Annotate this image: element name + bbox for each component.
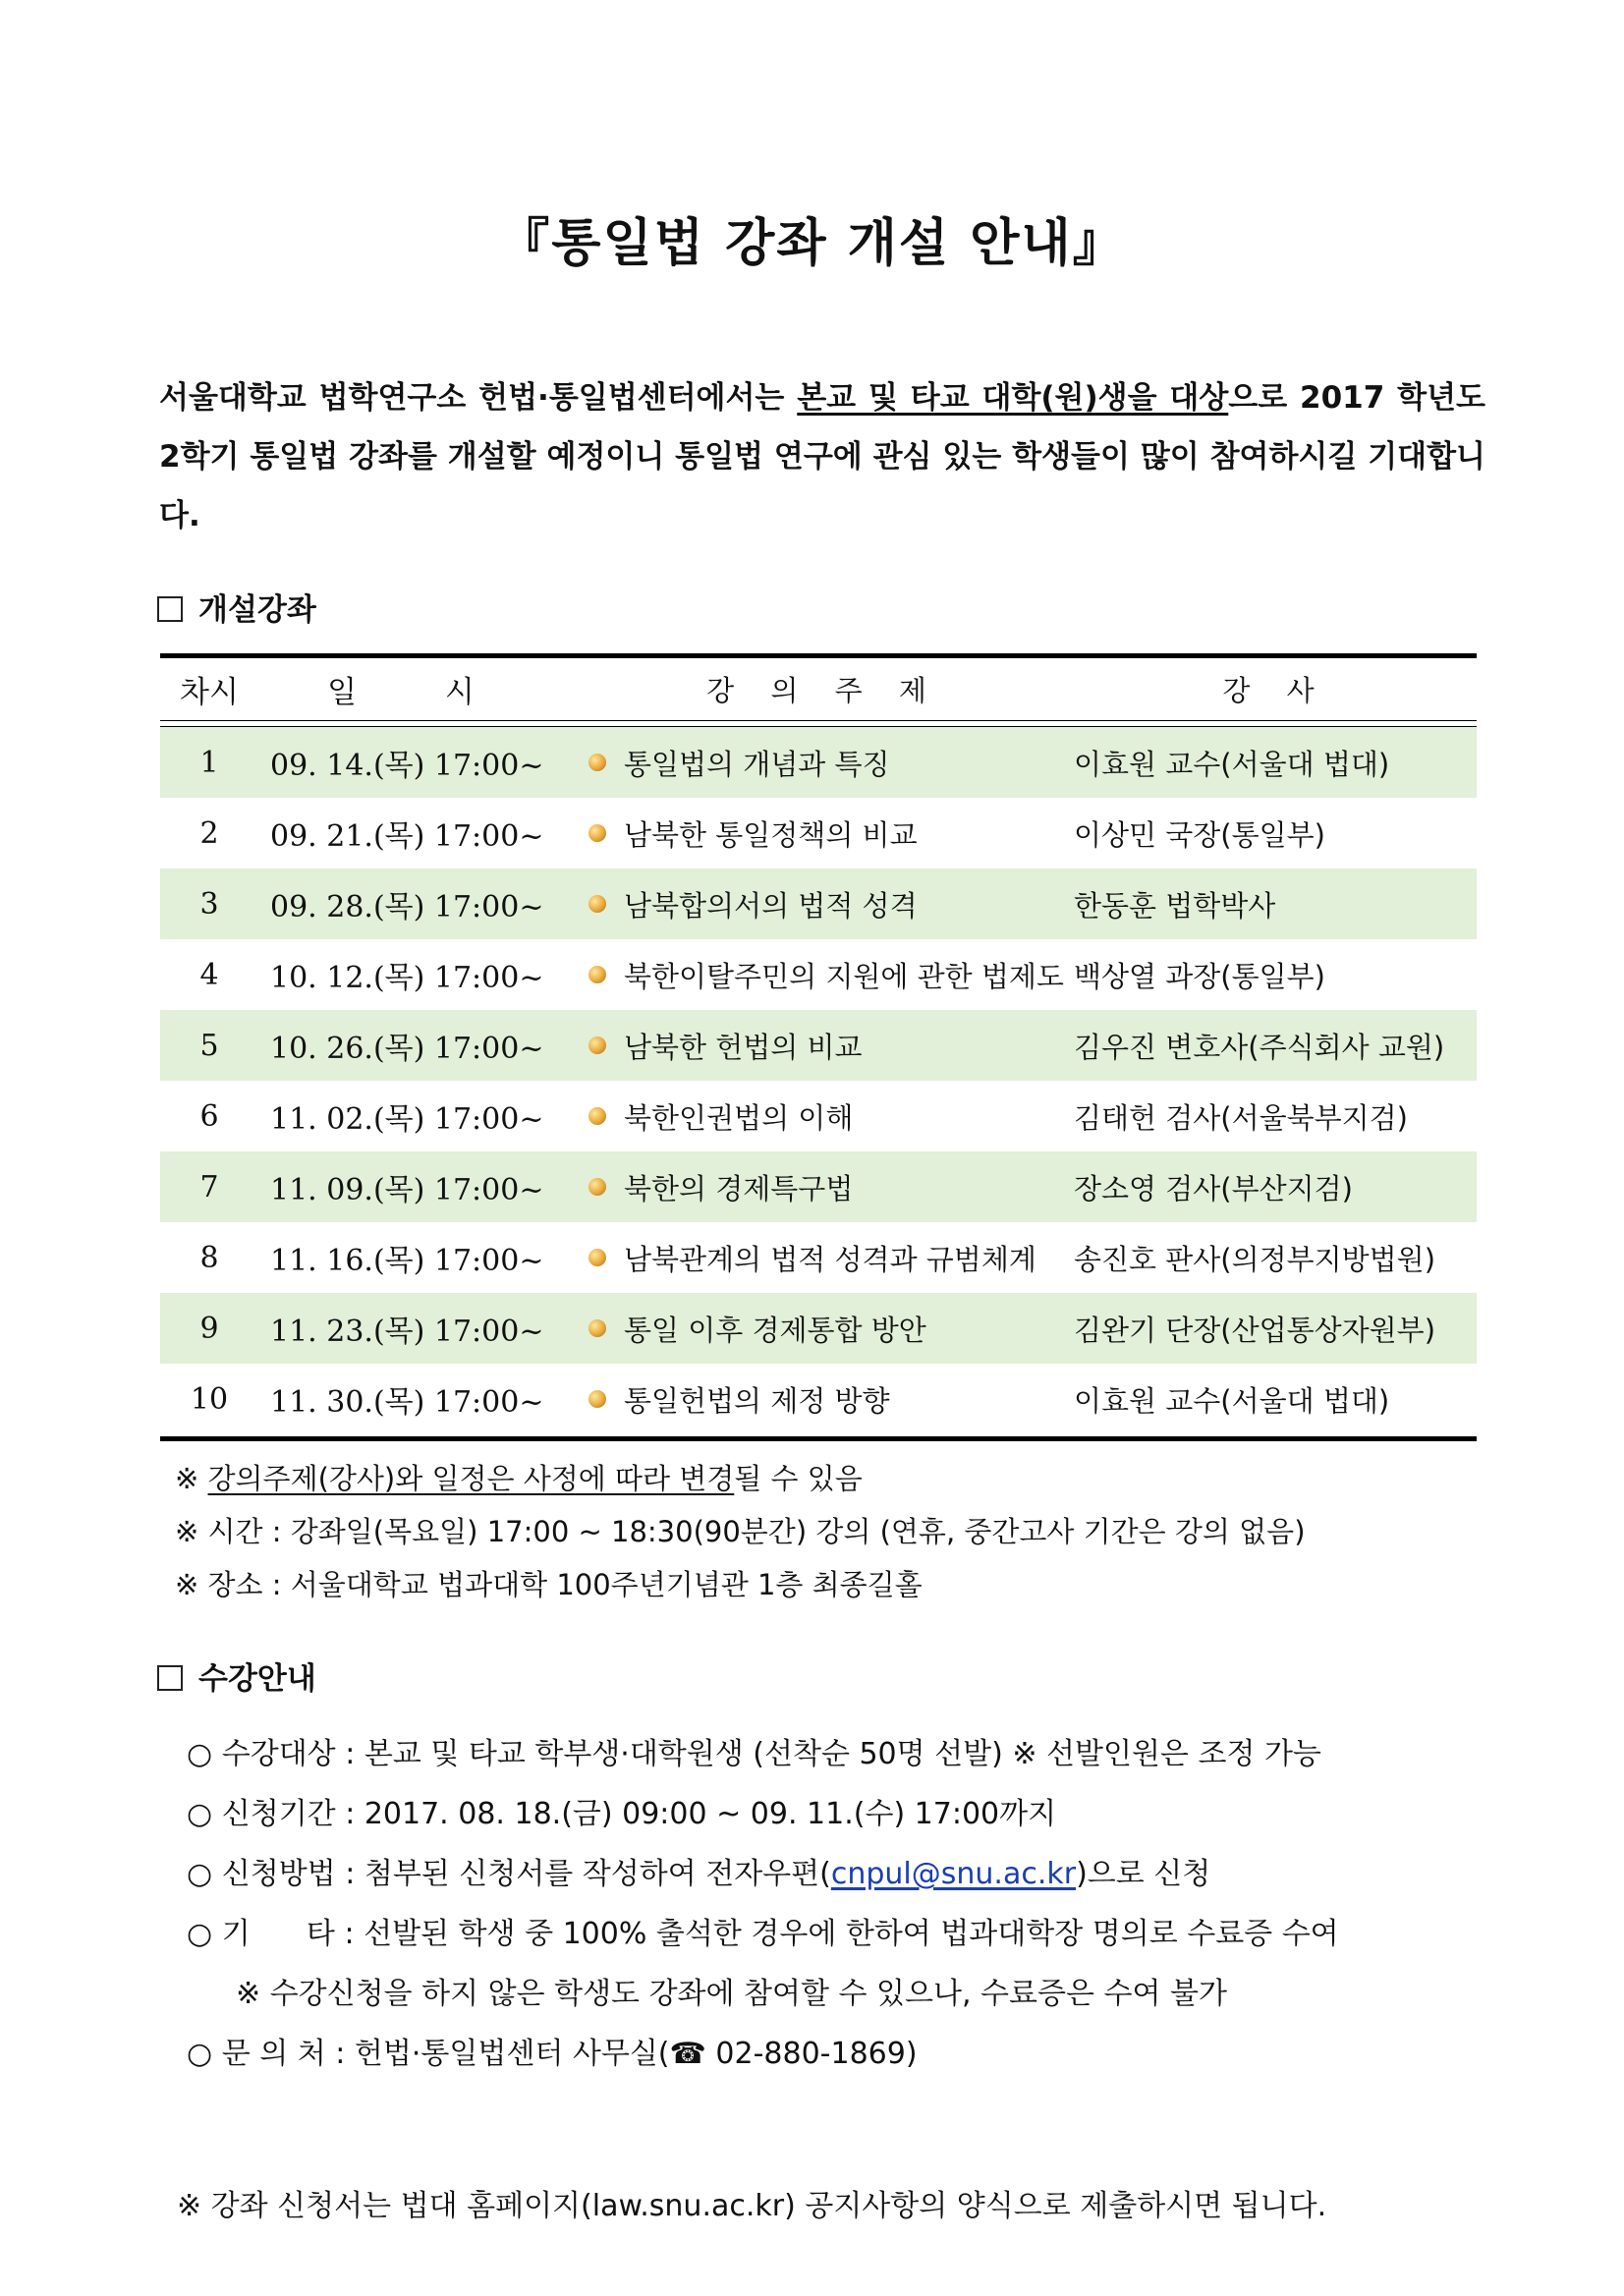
table-row <box>160 1010 1477 1081</box>
note-mark: ※ <box>175 1515 199 1548</box>
cell-topic <box>583 1026 1064 1066</box>
info-contact-text: 문 의 처 : 헌법·통일법센터 사무실( <box>221 2037 670 2071</box>
info-etc-note: ※ 수강신청을 하지 않은 학생도 강좌에 참여할 수 있으나, 수료증은 수여 불가 <box>236 1977 1227 2011</box>
cell-date: 09. 28.(목) 17:00~ <box>270 890 544 924</box>
topic-text: 남북한 통일정책의 비교 <box>624 817 918 852</box>
cell-no: 10 <box>190 1381 229 1417</box>
checkbox-square-icon <box>157 596 183 622</box>
section-heading-courses <box>157 585 316 629</box>
note-change <box>175 1452 1306 1505</box>
cell-instructor: 이효원 교수(서울대 법대) <box>1074 747 1390 781</box>
table-body <box>160 727 1477 1434</box>
page-title: 『통일법 강좌 개설 안내』 <box>498 214 1126 273</box>
cell-instructor: 백상열 과장(통일부) <box>1074 959 1325 993</box>
note-mark: ※ <box>175 1462 199 1495</box>
topic-text: 통일헌법의 제정 방향 <box>624 1383 890 1418</box>
table-header-rule <box>160 720 1477 727</box>
note-time-text: 시간 : 강좌일(목요일) 17:00 ~ 18:30(90분간) 강의 (연휴, 중간고사 기간은 강의 없음) <box>207 1515 1306 1548</box>
round-bullet-icon <box>588 1178 606 1196</box>
circle-bullet-icon: ○ <box>187 2037 213 2071</box>
header-instructor: 강 사 <box>1222 674 1328 707</box>
cell-topic <box>583 1096 1064 1137</box>
note-place-text: 장소 : 서울대학교 법과대학 100주년기념관 1층 최종길홀 <box>207 1568 923 1601</box>
cell-date: 10. 26.(목) 17:00~ <box>270 1032 544 1066</box>
round-bullet-icon <box>588 1036 606 1054</box>
cell-date: 10. 12.(목) 17:00~ <box>270 961 544 995</box>
email-link[interactable]: cnpul@snu.ac.kr <box>830 1857 1077 1891</box>
round-bullet-icon <box>588 754 606 771</box>
cell-topic <box>583 1167 1064 1207</box>
round-bullet-icon <box>588 966 606 983</box>
topic-text: 남북한 헌법의 비교 <box>624 1030 863 1064</box>
round-bullet-icon <box>588 1390 606 1408</box>
circle-bullet-icon: ○ <box>187 1917 213 1951</box>
info-target <box>187 1724 1339 1784</box>
cell-topic <box>583 813 1064 854</box>
cell-instructor: 송진호 판사(의정부지방법원) <box>1074 1242 1436 1276</box>
cell-no: 9 <box>199 1311 219 1346</box>
note-mark: ※ <box>175 1568 199 1601</box>
info-etc <box>187 1904 1339 1964</box>
info-method <box>187 1844 1339 1904</box>
topic-text: 남북관계의 법적 성격과 규범체계 <box>624 1242 1036 1276</box>
topic-text: 통일법의 개념과 특징 <box>624 747 890 781</box>
circle-bullet-icon: ○ <box>187 1797 213 1831</box>
round-bullet-icon <box>588 1319 606 1337</box>
intro-text-2: 으로 2017 학년도 2학기 통일법 강좌를 개설할 예정이니 통일법 연구에 관심 있는 학생들이 많이 참여하시길 기대합니다. <box>159 380 1485 533</box>
intro-paragraph <box>159 368 1485 545</box>
intro-text-1: 서울대학교 법학연구소 헌법·통일법센터에서는 <box>159 380 798 416</box>
cell-topic <box>583 1309 1064 1349</box>
info-period-text: 신청기간 : 2017. 08. 18.(금) 09:00 ~ 09. 11.(수) 17:00까지 <box>221 1797 1057 1831</box>
note-place <box>175 1558 1306 1611</box>
table-row <box>160 1222 1477 1293</box>
round-bullet-icon <box>588 824 606 842</box>
topic-text: 북한인권법의 이해 <box>624 1100 854 1135</box>
cell-instructor: 이효원 교수(서울대 법대) <box>1074 1383 1390 1418</box>
round-bullet-icon <box>588 1107 606 1125</box>
cell-topic <box>583 1379 1064 1420</box>
cell-no: 7 <box>199 1169 219 1204</box>
cell-topic <box>583 743 1064 783</box>
note-underlined: 강의주제(강사)와 일정은 사정에 따라 변경 <box>207 1462 735 1495</box>
info-etc-text: 기 타 : 선발된 학생 중 100% 출석한 경우에 한하여 법과대학장 명의로 수료증 수여 <box>221 1917 1339 1951</box>
cell-date: 11. 02.(목) 17:00~ <box>270 1102 544 1137</box>
cell-no: 2 <box>199 815 219 851</box>
topic-text: 북한이탈주민의 지원에 관한 법제도 <box>624 959 1064 993</box>
info-contact-number: 02-880-1869) <box>705 2037 918 2071</box>
table-row <box>160 1364 1477 1434</box>
table-row <box>160 1293 1477 1364</box>
cell-topic <box>583 884 1064 924</box>
cell-instructor: 이상민 국장(통일부) <box>1074 817 1325 852</box>
section-label: 개설강좌 <box>198 592 316 628</box>
table-row <box>160 868 1477 939</box>
footer-note: ※ 강좌 신청서는 법대 홈페이지(law.snu.ac.kr) 공지사항의 양식으로 제출하시면 됩니다. <box>177 2189 1327 2223</box>
table-row <box>160 939 1477 1010</box>
cell-topic <box>583 955 1064 995</box>
enrollment-info <box>187 1724 1339 2084</box>
cell-date: 11. 09.(목) 17:00~ <box>270 1173 544 1207</box>
schedule-table <box>160 653 1477 1441</box>
topic-text: 남북합의서의 법적 성격 <box>624 888 918 923</box>
info-target-text: 수강대상 : 본교 및 타교 학부생·대학원생 (선착순 50명 선발) ※ 선발인원은 조정 가능 <box>221 1737 1321 1771</box>
cell-date: 09. 14.(목) 17:00~ <box>270 749 544 783</box>
intro-text-underlined: 본교 및 타교 대학(원)생을 대상 <box>797 380 1229 416</box>
section-heading-enrollment <box>157 1653 316 1698</box>
round-bullet-icon <box>588 1249 606 1266</box>
cell-date: 11. 30.(목) 17:00~ <box>270 1385 544 1420</box>
notes-list <box>175 1452 1306 1611</box>
cell-instructor: 김우진 변호사(주식회사 교원) <box>1074 1030 1445 1064</box>
table-row <box>160 727 1477 798</box>
cell-instructor: 김태헌 검사(서울북부지검) <box>1074 1100 1409 1135</box>
topic-text: 통일 이후 경제통합 방안 <box>624 1313 926 1347</box>
cell-no: 4 <box>199 957 219 992</box>
cell-instructor: 장소영 검사(부산지검) <box>1074 1171 1353 1205</box>
note-rest: 될 수 있음 <box>734 1462 863 1495</box>
cell-date: 11. 16.(목) 17:00~ <box>270 1244 544 1278</box>
cell-instructor: 김완기 단장(산업통상자원부) <box>1074 1313 1436 1347</box>
header-date: 일 시 <box>327 675 514 710</box>
checkbox-square-icon <box>157 1665 183 1691</box>
table-row <box>160 798 1477 868</box>
table-header <box>160 658 1477 720</box>
cell-topic <box>583 1238 1064 1278</box>
cell-date: 09. 21.(목) 17:00~ <box>270 819 544 854</box>
phone-icon: ☎ <box>669 2037 706 2071</box>
header-topic: 강 의 주 제 <box>706 674 940 707</box>
table-row <box>160 1081 1477 1151</box>
cell-no: 3 <box>199 886 219 922</box>
note-time <box>175 1505 1306 1558</box>
header-no: 차시 <box>180 675 239 710</box>
cell-date: 11. 23.(목) 17:00~ <box>270 1315 544 1349</box>
section-label: 수강안내 <box>198 1661 316 1697</box>
info-contact <box>187 2024 1339 2084</box>
info-method-text: 신청방법 : 첨부된 신청서를 작성하여 전자우편( <box>221 1857 831 1891</box>
cell-instructor: 한동훈 법학박사 <box>1074 888 1276 923</box>
topic-text: 북한의 경제특구법 <box>624 1171 854 1205</box>
round-bullet-icon <box>588 895 606 913</box>
cell-no: 6 <box>199 1098 219 1134</box>
table-row <box>160 1151 1477 1222</box>
circle-bullet-icon: ○ <box>187 1857 213 1891</box>
info-method-post: )으로 신청 <box>1076 1857 1211 1891</box>
cell-no: 8 <box>199 1240 219 1275</box>
table-bottom-rule <box>160 1436 1477 1441</box>
cell-no: 1 <box>199 745 219 780</box>
circle-bullet-icon: ○ <box>187 1737 213 1771</box>
info-period <box>187 1784 1339 1844</box>
cell-no: 5 <box>199 1028 219 1063</box>
